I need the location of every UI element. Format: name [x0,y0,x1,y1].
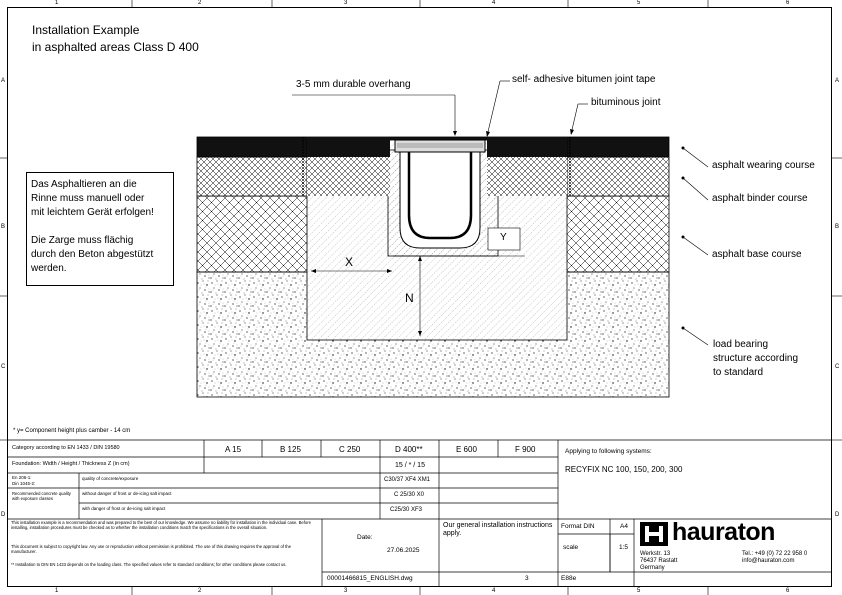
class-f900: F 900 [515,445,536,454]
note-line-5: durch den Beton abgestützt [31,249,154,260]
grid-row-d: D [1,512,6,518]
label-load-line3: to standard [713,367,764,378]
instructions-note: Our general installation instructions apply. [443,522,553,538]
class-a15: A 15 [225,445,242,454]
grid-row-a-right: A [835,78,840,84]
format-value: A4 [620,523,628,530]
grid-row-b: B [1,224,6,230]
label-overhang: 3-5 mm durable overhang [296,79,411,90]
scale-label: scale [563,544,579,551]
company-phone: Tel.: +49 (0) 72 22 958 0 [742,551,808,557]
label-load-line2: structure according [713,353,799,364]
grid-col-5-bottom: 5 [637,588,641,594]
foundation-value: 15 / * / 15 [395,462,425,469]
title-line-2: in asphalted areas Class D 400 [32,40,199,54]
grid-col-1: 1 [55,0,59,6]
exp-label-a: En 206-1: [12,475,32,480]
exp-row1-value: C30/37 XF4 XM1 [384,477,431,483]
title-line-1: Installation Example [32,23,140,37]
sheet-number: 3 [525,575,529,582]
date-value: 27.06.2025 [387,547,420,554]
class-b125: B 125 [280,445,301,454]
revision: E88e [561,575,577,582]
class-c250: C 250 [339,445,361,454]
legal-p3: ** Installation to DIN EN 1433 depends on the loading class. The specified values refer to standard conditions; for other conditions please contact us. [11,562,287,567]
exp-row3-value: C25/30 XF3 [390,507,423,513]
company-address1: Werkstr. 13 [640,551,671,557]
date-label: Date: [357,534,373,541]
legal-p2: This document is subject to copyright law. Any use or reproduction without permission is prohibited. The use of this drawing requires the approval of the manufacturer. [11,544,291,554]
note-line-1: Das Asphaltieren an die [31,179,137,190]
company-logo-icon [640,522,668,546]
exp-row2-value: C 25/30 X0 [394,492,425,498]
systems-value: RECYFIX NC 100, 150, 200, 300 [565,465,683,474]
label-binder-course: asphalt binder course [712,193,808,204]
grid-col-6: 6 [786,0,790,6]
class-e600: E 600 [456,445,477,454]
exp-side-label: Recommended concrete quality with exposure classes [12,491,71,501]
grid-col-3: 3 [344,0,348,6]
grid-col-6-bottom: 6 [786,588,790,594]
filename: 00001466815_ENGLISH.dwg [327,575,413,582]
category-label: Category according to EN 1433 / DIN 19580 [12,445,120,451]
company-address3: Germany [640,565,665,571]
dim-x-label: X [345,255,354,269]
label-load-line1: load bearing [713,339,769,350]
exp-row1-label: quality of concrete/exposure [82,476,139,481]
note-line-6: werden. [31,263,67,274]
exp-row3-label: with danger of frost or de-icing salt impact [82,506,166,511]
note-line-3: mit leichtem Gerät erfolgen! [31,207,154,218]
foundation-label: Foundation: Width / Height / Thickness Z (in cm) [12,461,130,467]
applying-label: Applying to following systems: [565,448,652,455]
grid-row-c: C [1,364,6,370]
grid-row-b-right: B [835,224,840,230]
grid-col-2-bottom: 2 [198,588,202,594]
grid-col-5: 5 [637,0,641,6]
label-wearing-course: asphalt wearing course [712,160,815,171]
exp-label-b: Din 1045-2: [12,481,36,486]
label-base-course: asphalt base course [712,249,802,260]
grid-col-2: 2 [198,0,202,6]
scale-value: 1:5 [619,544,629,551]
grid-col-4: 4 [492,0,496,6]
grid-col-1-bottom: 1 [55,588,59,594]
note-line-4: Die Zarge muss flächig [31,235,134,246]
dim-n-label: N [405,291,414,305]
company-logo-text: hauraton [672,518,775,546]
grid-row-d-right: D [835,512,840,518]
grid-col-3-bottom: 3 [344,588,348,594]
company-email: info@hauraton.com [742,558,795,564]
label-joint-tape: self- adhesive bitumen joint tape [512,74,656,85]
note-line-2: Rinne muss manuell oder [31,193,145,204]
grid-col-4-bottom: 4 [492,588,496,594]
exp-row2-label: without danger of frost or de-icing salt impact [82,491,172,496]
grid-row-a: A [1,78,6,84]
dim-y-label: Y [500,232,507,243]
legal-p1: This installation example is a recommendation and was prepared to the best of our knowledge. We assume no liability for installation in the individual case. Before installing, installation procedures must be checked as to whether the installation conditions match the specifications in the overall situation. [11,520,311,530]
class-d400: D 400** [395,445,423,454]
footnote: * y= Component height plus camber - 14 cm [13,428,131,434]
label-bituminous-joint: bituminous joint [591,97,661,108]
format-label: Format DIN [561,523,595,530]
company-address2: 76437 Rastatt [640,558,678,564]
grid-row-c-right: C [835,364,840,370]
